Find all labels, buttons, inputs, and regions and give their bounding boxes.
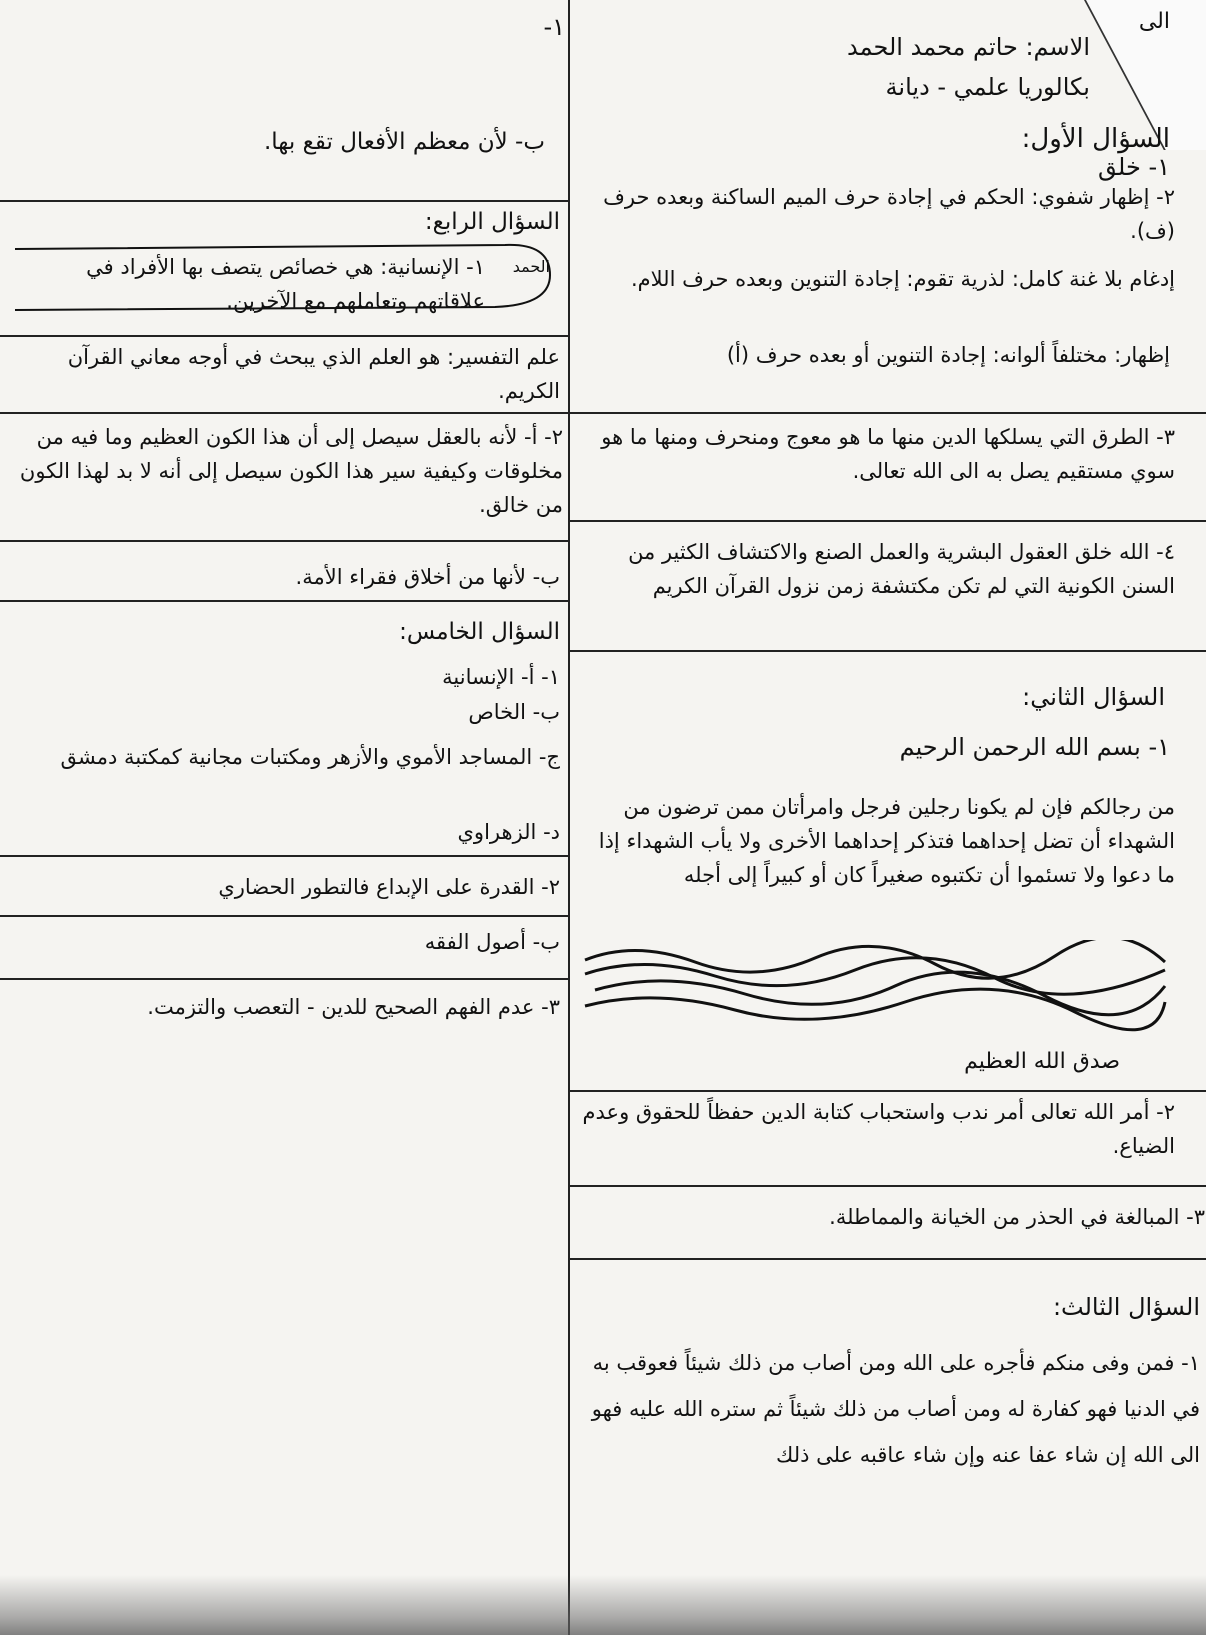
divider — [570, 520, 1206, 522]
q2-answer-3: ٣- المبالغة في الحذر من الخيانة والمماطلة. — [829, 1205, 1205, 1229]
q1-answer-6: ٤- الله خلق العقول البشرية والعمل الصنع والاكتشاف الكثير من السنن الكونية التي لم تكن مكتشفة زمن نزول القرآن الكريم — [628, 540, 1175, 598]
student-name: الاسم: حاتم محمد الحمد — [847, 33, 1090, 61]
q1-answer-3: إدغام بلا غنة كامل: لذرية تقوم: إجادة التنوين وبعده حرف اللام. — [630, 267, 1175, 291]
q4-answer-1: ١- الإنسانية: هي خصائص يتصف بها الأفراد في علاقاتهم وتعاملهم مع الآخرين. — [86, 255, 485, 313]
divider — [570, 650, 1206, 652]
q5-answer-1d: د- الزهراوي — [457, 820, 560, 844]
q4-answer-2a: ٢- أ- لأنه بالعقل سيصل إلى أن هذا الكون العظيم وما فيه من مخلوقات وكيفية سير هذا الكون سيصل إلى أنه لا بد لهذا الكون من خالق. — [19, 425, 563, 517]
q2-basmala: ١- بسم الله الرحمن الرحيم — [899, 733, 1170, 761]
q1-answer-5: ٣- الطرق التي يسلكها الدين منها ما هو معوج ومنحرف ومنها ما هو سوي مستقيم يصل به الى الله تعالى. — [601, 425, 1175, 483]
q5-answer-2b: ب- أصول الفقه — [424, 930, 560, 954]
q1-answer-4: إظهار: مختلفاً ألوانه: إجادة التنوين أو بعده حرف (أ) — [726, 343, 1170, 367]
q5-heading: السؤال الخامس: — [399, 619, 560, 645]
scan-shadow — [0, 1575, 1206, 1635]
q3-heading: السؤال الثالث: — [1052, 1293, 1200, 1321]
divider — [570, 1258, 1206, 1260]
corner-mark: الى — [1138, 9, 1170, 34]
q3-answer-b: ب- لأن معظم الأفعال تقع بها. — [263, 129, 545, 155]
q4-side-note: الحمد — [512, 257, 550, 276]
q5-answer-1b: ب- الخاص — [468, 700, 560, 724]
divider — [0, 600, 568, 602]
q4-tafsir: علم التفسير: هو العلم الذي يبحث في أوجه معاني القرآن الكريم. — [67, 345, 560, 403]
page-number: ١- — [543, 13, 565, 41]
q4-heading: السؤال الرابع: — [424, 209, 560, 235]
q2-verse-end: صدق الله العظيم — [964, 1049, 1120, 1074]
q4-answer-2b: ب- لأنها من أخلاق فقراء الأمة. — [295, 565, 560, 589]
divider — [0, 200, 568, 202]
q3-answer-1: ١- فمن وفى منكم فأجره على الله ومن أصاب من ذلك شيئاً فعوقب به في الدنيا فهو كفارة له ومن أصاب من ذلك شيئاً ثم ستره الله عليه فهو الى الله إن شاء عفا عنه وإن شاء عاقبه على ذلك — [591, 1351, 1200, 1467]
crossed-out-text — [575, 940, 1175, 1060]
q5-answer-3: ٣- عدم الفهم الصحيح للدين - التعصب والتزمت. — [147, 995, 560, 1019]
q1-answer-1: ١- خلق — [1098, 153, 1170, 181]
divider — [0, 915, 568, 917]
divider — [0, 335, 568, 337]
column-divider — [568, 0, 570, 1635]
divider — [570, 1090, 1206, 1092]
q5-answer-1c: ج- المساجد الأموي والأزهر ومكتبات مجانية كمكتبة دمشق — [60, 745, 560, 769]
student-class: بكالوريا علمي - ديانة — [885, 73, 1090, 101]
q1-heading: السؤال الأول: — [1021, 124, 1170, 154]
divider — [570, 1185, 1206, 1187]
q2-answer-2: ٢- أمر الله تعالى أمر ندب واستحباب كتابة الدين حفظاً للحقوق وعدم الضياع. — [582, 1100, 1175, 1158]
q1-answer-2: ٢- إظهار شفوي: الحكم في إجادة حرف الميم الساكنة وبعده حرف (ف). — [603, 185, 1175, 243]
divider — [570, 412, 1206, 414]
divider — [0, 978, 568, 980]
divider — [0, 412, 568, 414]
q2-verse: من رجالكم فإن لم يكونا رجلين فرجل وامرأتان ممن ترضون من الشهداء أن تضل إحداهما فتذكر إحداهما الأخرى ولا يأب الشهداء إذا ما دعوا ولا تسئموا أن تكتبوه صغيراً كان أو كبيراً إلى أجله — [598, 795, 1175, 887]
q2-heading: السؤال الثاني: — [1022, 683, 1165, 711]
q5-answer-2: ٢- القدرة على الإبداع فالتطور الحضاري — [218, 875, 560, 899]
q5-answer-1a: ١- أ- الإنسانية — [442, 665, 560, 689]
divider — [0, 540, 568, 542]
divider — [0, 855, 568, 857]
